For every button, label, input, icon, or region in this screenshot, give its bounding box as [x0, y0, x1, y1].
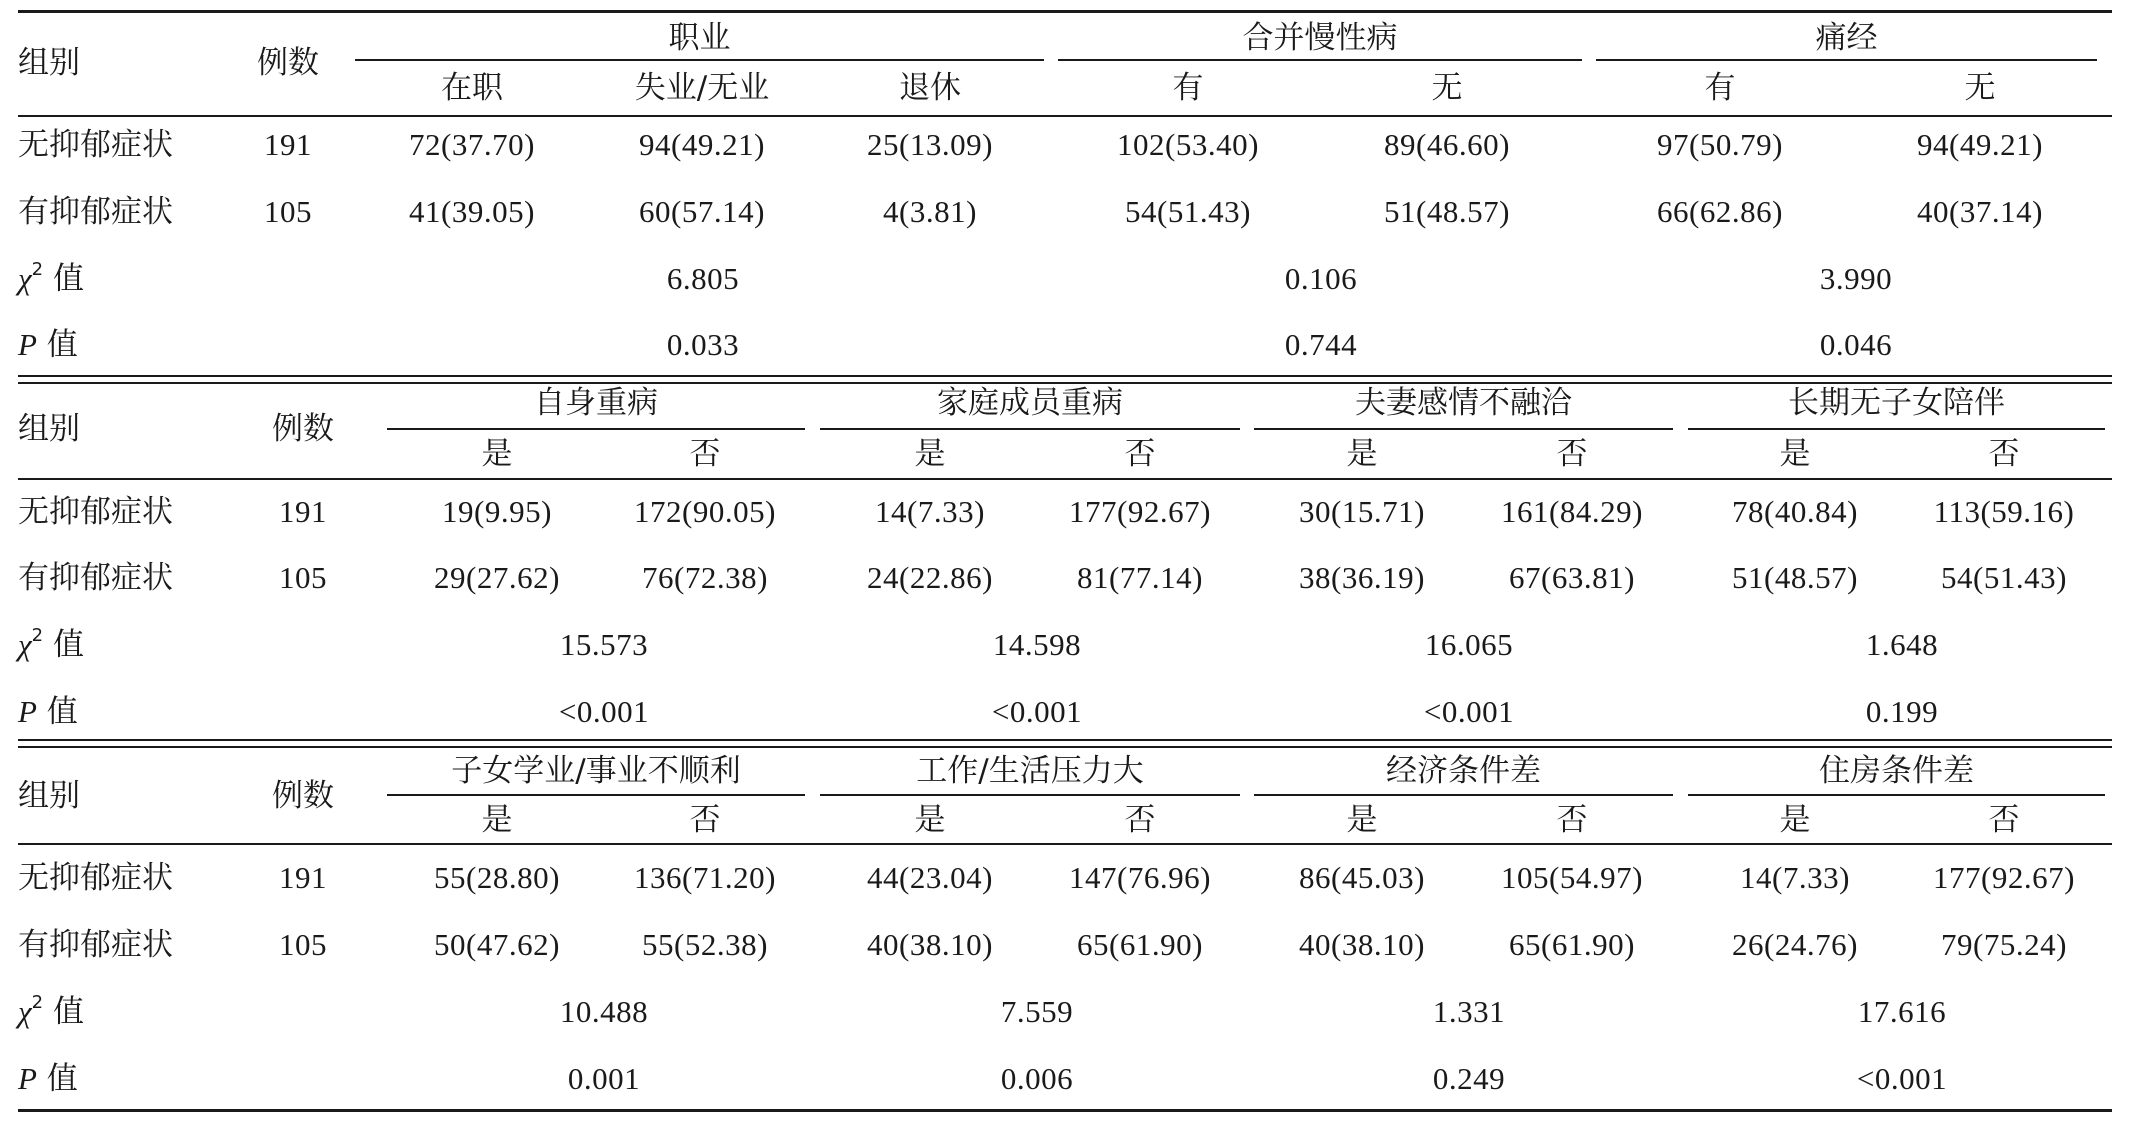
sec1-chi-value-0: 6.805 — [666, 261, 740, 296]
sec3-group-underline-1 — [820, 794, 1240, 796]
sec1-cell-1-2: 4(3.81) — [883, 194, 977, 229]
sec3-p-value-0: 0.001 — [567, 1061, 641, 1096]
sec1-sub-header-4: 无 — [1431, 70, 1463, 106]
sec2-sub-header-1: 否 — [689, 436, 721, 472]
sec1-cell-1-5: 66(62.86) — [1657, 194, 1783, 229]
p-symbol: P — [18, 1061, 37, 1096]
sec2-p-label — [18, 692, 78, 732]
sec1-p-label — [18, 325, 78, 365]
sec2-group-underline-1 — [820, 428, 1240, 430]
sec3-sub-header-1: 否 — [689, 802, 721, 838]
sec3-cell-0-2: 44(23.04) — [867, 860, 993, 895]
sec1-cell-1-6: 40(37.14) — [1917, 194, 2043, 229]
sec2-p-value-1: <0.001 — [991, 694, 1083, 729]
sec1-p-value-1: 0.744 — [1284, 327, 1358, 362]
sec2-sub-header-2: 是 — [914, 436, 946, 472]
sec3-p-value-1: 0.006 — [1000, 1061, 1074, 1096]
p-symbol: P — [18, 327, 37, 362]
sec2-sub-header-4: 是 — [1346, 436, 1378, 472]
sec2-chi-value-3: 1.648 — [1865, 627, 1939, 662]
sec3-cell-1-7: 79(75.24) — [1941, 927, 2067, 962]
sec2-top-rule-a — [18, 375, 2112, 377]
sec2-cell-1-1: 76(72.38) — [642, 560, 768, 595]
sec1-cell-0-5: 97(50.79) — [1657, 127, 1783, 162]
sec3-cell-0-4: 86(45.03) — [1299, 860, 1425, 895]
sec2-cell-1-2: 24(22.86) — [867, 560, 993, 595]
sec2-sub-header-7: 否 — [1988, 436, 2020, 472]
sec1-group-header: 组别 — [18, 45, 80, 81]
sec1-p-value-0: 0.033 — [666, 327, 740, 362]
sec2-group-underline-3 — [1688, 428, 2105, 430]
value-word: 值 — [46, 694, 78, 730]
sec2-row-count-0: 191 — [279, 494, 327, 529]
sec3-row-label-0: 无抑郁症状 — [18, 860, 173, 896]
sec1-sub-header-0: 在职 — [441, 70, 503, 106]
sec2-chi-label — [18, 625, 84, 665]
sec3-group-1: 工作/生活压力大 — [916, 753, 1144, 789]
sec2-group-underline-2 — [1254, 428, 1673, 430]
sec3-group-underline-2 — [1254, 794, 1673, 796]
sec2-cell-0-4: 30(15.71) — [1299, 494, 1425, 529]
sec3-cell-0-7: 177(92.67) — [1933, 860, 2075, 895]
sec3-cell-1-5: 65(61.90) — [1509, 927, 1635, 962]
chi-square-superscript: 2 — [31, 992, 44, 1013]
sec3-row-label-1: 有抑郁症状 — [18, 927, 173, 963]
sec1-row-count-1: 105 — [264, 194, 312, 229]
sec3-top-rule-b — [18, 746, 2112, 748]
sec3-chi-value-0: 10.488 — [559, 994, 649, 1029]
sec2-sub-header-0: 是 — [481, 436, 513, 472]
sec3-sub-header-3: 否 — [1124, 802, 1156, 838]
sec3-cell-0-5: 105(54.97) — [1501, 860, 1643, 895]
sec2-cell-1-3: 81(77.14) — [1077, 560, 1203, 595]
sec3-chi-value-3: 17.616 — [1857, 994, 1947, 1029]
sec3-chi-label — [18, 992, 84, 1032]
sec2-sub-header-6: 是 — [1779, 436, 1811, 472]
sec1-cell-1-1: 60(57.14) — [639, 194, 765, 229]
sec1-p-value-2: 0.046 — [1819, 327, 1893, 362]
sec1-group-2: 痛经 — [1815, 20, 1878, 56]
sec2-row-label-0: 无抑郁症状 — [18, 494, 173, 530]
sec2-cell-1-6: 51(48.57) — [1732, 560, 1858, 595]
sec3-chi-value-1: 7.559 — [1000, 994, 1074, 1029]
sec1-sub-header-3: 有 — [1172, 70, 1204, 106]
sec3-cell-1-0: 50(47.62) — [434, 927, 560, 962]
sec1-group-underline-1 — [1058, 59, 1582, 61]
sec3-cell-1-3: 65(61.90) — [1077, 927, 1203, 962]
sec2-row-count-1: 105 — [279, 560, 327, 595]
sec3-row-count-1: 105 — [279, 927, 327, 962]
sec1-sub-header-2: 退休 — [899, 70, 961, 106]
sec3-group-underline-0 — [387, 794, 805, 796]
sec2-group-underline-0 — [387, 428, 805, 430]
chi-square-superscript: 2 — [31, 259, 44, 280]
sec2-cell-0-7: 113(59.16) — [1933, 494, 2075, 529]
sec2-cell-0-1: 172(90.05) — [634, 494, 776, 529]
chi-square-symbol: χ — [18, 261, 32, 296]
sec2-p-value-3: 0.199 — [1865, 694, 1939, 729]
sec1-count-header: 例数 — [257, 45, 319, 81]
sec3-cell-1-4: 40(38.10) — [1299, 927, 1425, 962]
sec2-chi-value-1: 14.598 — [992, 627, 1082, 662]
sec3-top-rule-a — [18, 739, 2112, 741]
sec1-row-label-0: 无抑郁症状 — [18, 127, 173, 163]
sec3-cell-0-3: 147(76.96) — [1069, 860, 1211, 895]
sec1-sub-header-5: 有 — [1704, 70, 1736, 106]
value-word: 值 — [46, 327, 78, 363]
sec1-chi-value-2: 3.990 — [1819, 261, 1893, 296]
sec1-sub-header-6: 无 — [1964, 70, 1996, 106]
p-symbol: P — [18, 694, 37, 729]
sec1-row-label-1: 有抑郁症状 — [18, 194, 173, 230]
sec3-cell-0-6: 14(7.33) — [1740, 860, 1850, 895]
sec1-cell-0-1: 94(49.21) — [639, 127, 765, 162]
sec3-sub-header-0: 是 — [481, 802, 513, 838]
sec3-sub-header-4: 是 — [1346, 802, 1378, 838]
chi-square-symbol: χ — [18, 627, 32, 662]
sec2-group-0: 自身重病 — [534, 385, 658, 421]
sec1-chi-label — [18, 259, 84, 299]
sec2-group-3: 长期无子女陪伴 — [1788, 385, 2005, 421]
sec3-p-value-3: <0.001 — [1856, 1061, 1948, 1096]
sec1-cell-1-4: 51(48.57) — [1384, 194, 1510, 229]
sec1-cell-0-2: 25(13.09) — [867, 127, 993, 162]
sec1-header-bottom-rule — [18, 115, 2112, 117]
sec2-cell-0-2: 14(7.33) — [875, 494, 985, 529]
sec2-cell-0-6: 78(40.84) — [1732, 494, 1858, 529]
value-word: 值 — [52, 627, 84, 663]
sec2-cell-1-0: 29(27.62) — [434, 560, 560, 595]
sec3-group-0: 子女学业/事业不顺利 — [451, 753, 741, 789]
sec1-cell-0-0: 72(37.70) — [409, 127, 535, 162]
sec3-sub-header-5: 否 — [1556, 802, 1588, 838]
sec2-group-2: 夫妻感情不融洽 — [1355, 385, 1572, 421]
sec2-cell-1-7: 54(51.43) — [1941, 560, 2067, 595]
sec2-cell-0-0: 19(9.95) — [442, 494, 552, 529]
sec3-group-2: 经济条件差 — [1386, 753, 1541, 789]
value-word: 值 — [46, 1061, 78, 1097]
chi-square-superscript: 2 — [31, 625, 44, 646]
sec3-group-header: 组别 — [18, 777, 80, 814]
sec3-group-3: 住房条件差 — [1819, 753, 1974, 789]
sec3-cell-1-6: 26(24.76) — [1732, 927, 1858, 962]
sec1-cell-1-0: 41(39.05) — [409, 194, 535, 229]
value-word: 值 — [52, 994, 84, 1030]
sec2-p-value-0: <0.001 — [558, 694, 650, 729]
sec2-p-value-2: <0.001 — [1423, 694, 1515, 729]
sec1-group-underline-0 — [355, 59, 1044, 61]
sec3-cell-1-2: 40(38.10) — [867, 927, 993, 962]
sec3-cell-0-1: 136(71.20) — [634, 860, 776, 895]
sec2-count-header: 例数 — [272, 410, 334, 447]
sec1-sub-header-1: 失业/无业 — [634, 70, 770, 106]
sec1-group-1: 合并慢性病 — [1242, 20, 1398, 56]
sec2-cell-0-3: 177(92.67) — [1069, 494, 1211, 529]
sec1-row-count-0: 191 — [264, 127, 312, 162]
sec3-sub-header-2: 是 — [914, 802, 946, 838]
sec1-chi-value-1: 0.106 — [1284, 261, 1358, 296]
sec3-p-label — [18, 1059, 78, 1099]
sec3-header-bottom-rule — [18, 843, 2112, 845]
sec2-sub-header-3: 否 — [1124, 436, 1156, 472]
sec3-sub-header-6: 是 — [1779, 802, 1811, 838]
sec2-chi-value-0: 15.573 — [559, 627, 649, 662]
sec2-cell-1-5: 67(63.81) — [1509, 560, 1635, 595]
sec2-chi-value-2: 16.065 — [1424, 627, 1514, 662]
sec3-p-value-2: 0.249 — [1432, 1061, 1506, 1096]
sec2-cell-1-4: 38(36.19) — [1299, 560, 1425, 595]
sec1-group-underline-2 — [1596, 59, 2097, 61]
sec2-sub-header-5: 否 — [1556, 436, 1588, 472]
sec3-group-underline-3 — [1688, 794, 2105, 796]
sec1-group-0: 职业 — [668, 20, 731, 56]
sec2-header-bottom-rule — [18, 478, 2112, 480]
sec3-chi-value-2: 1.331 — [1432, 994, 1506, 1029]
sec3-row-count-0: 191 — [279, 860, 327, 895]
sec2-group-header: 组别 — [18, 410, 80, 447]
sec3-cell-0-0: 55(28.80) — [434, 860, 560, 895]
sec2-row-label-1: 有抑郁症状 — [18, 560, 173, 596]
sec2-group-1: 家庭成员重病 — [937, 385, 1123, 421]
sec1-cell-1-3: 54(51.43) — [1125, 194, 1251, 229]
sec1-cell-0-4: 89(46.60) — [1384, 127, 1510, 162]
value-word: 值 — [52, 261, 84, 297]
sec3-cell-1-1: 55(52.38) — [642, 927, 768, 962]
sec3-sub-header-7: 否 — [1988, 802, 2020, 838]
sec1-cell-0-3: 102(53.40) — [1117, 127, 1259, 162]
sec3-count-header: 例数 — [272, 777, 334, 814]
chi-square-symbol: χ — [18, 994, 32, 1029]
table-bottom-rule — [18, 1109, 2112, 1112]
sec1-cell-0-6: 94(49.21) — [1917, 127, 2043, 162]
sec2-cell-0-5: 161(84.29) — [1501, 494, 1643, 529]
sec1-top-rule — [18, 10, 2112, 13]
